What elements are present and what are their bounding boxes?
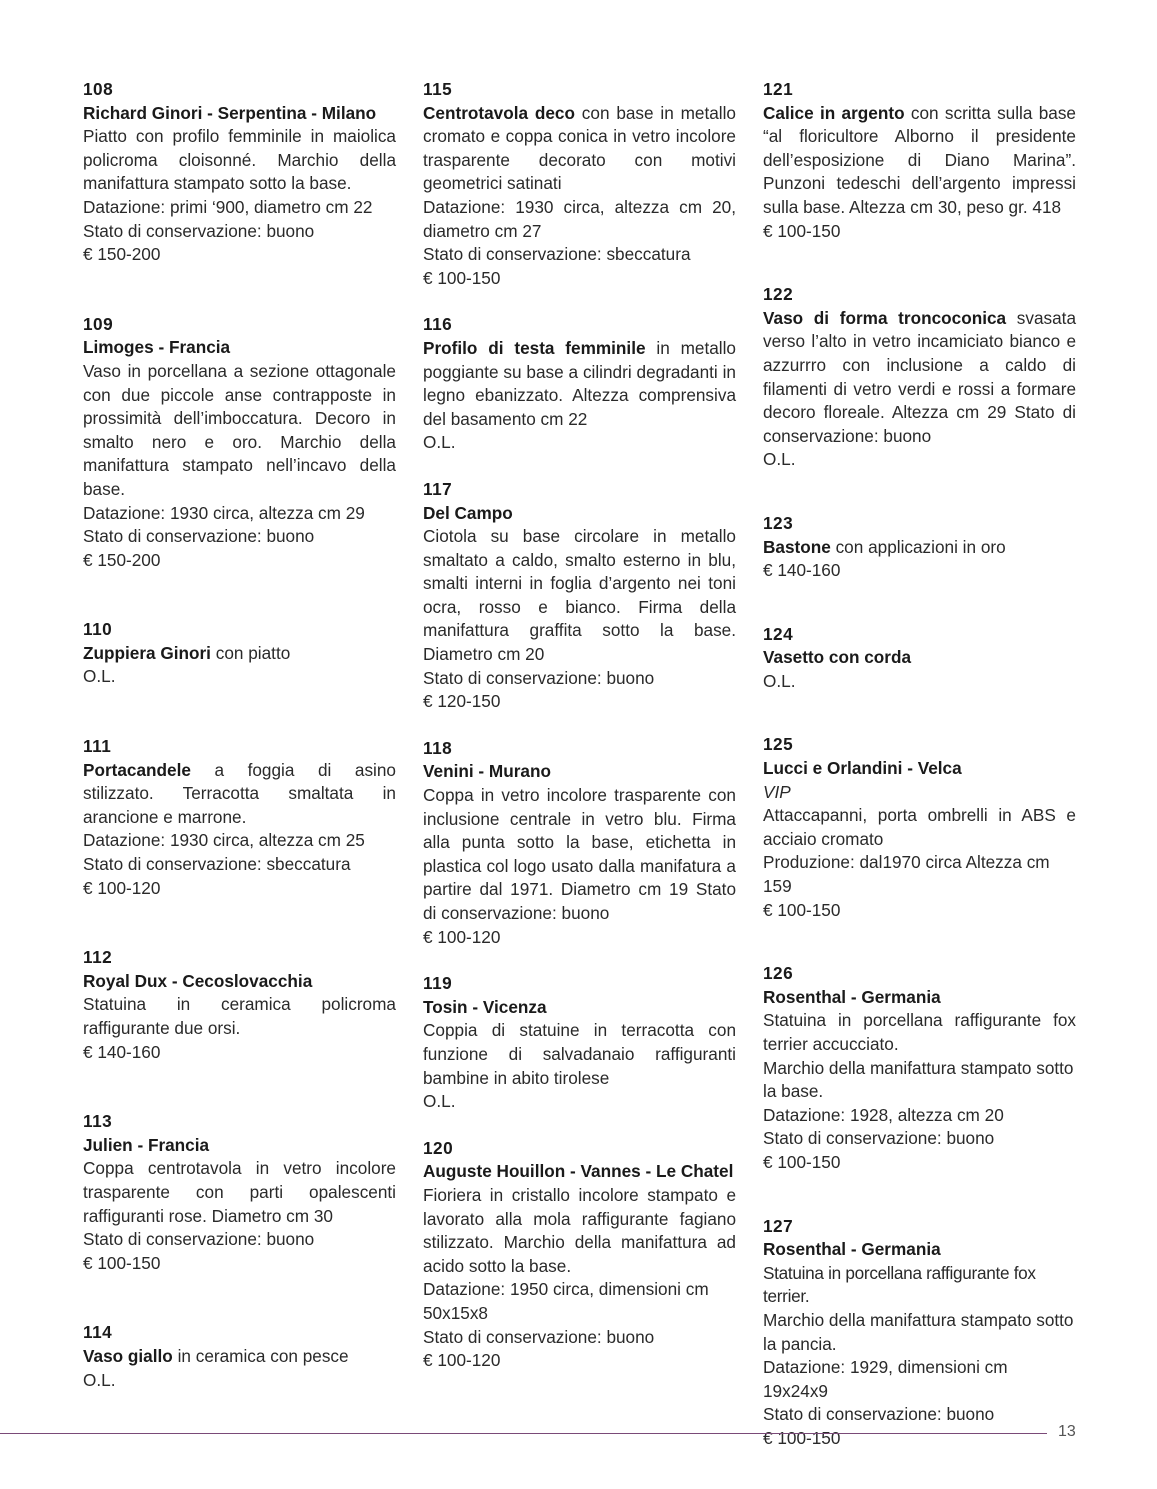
lot-text: con base in metallo cromato e coppa conica in vetro incolore trasparente decorato con motivi geometrici satinati (423, 102, 736, 194)
lot-number: 123 (763, 512, 794, 533)
lot-120 (423, 1137, 736, 1373)
lot-condition: Stato di conservazione: sbeccatura (423, 244, 691, 265)
lot-price: € 120-150 (423, 691, 501, 712)
lot-123 (763, 512, 1076, 583)
lot-title: Venini - Murano (423, 761, 551, 782)
lot-lead: Vaso giallo (83, 1345, 173, 1366)
lot-108 (83, 78, 396, 267)
lot-price: O.L. (763, 449, 796, 470)
lot-title: Del Campo (423, 502, 513, 523)
lot-description: Fioriera in cristallo incolore stampato e lavorato alla mola raffigurante fagiano stilizzato. Marchio della manifattura ad acido sotto la base. (423, 1184, 736, 1276)
lot-note: Marchio della manifattura stampato sotto la base. (763, 1057, 1074, 1102)
lot-description: Statuina in porcellana raffigurante fox terrier. (763, 1262, 1036, 1307)
lot-price: € 100-150 (83, 1252, 161, 1273)
lot-price: O.L. (423, 432, 456, 453)
lot-126 (763, 962, 1076, 1174)
lot-text: con piatto (210, 642, 291, 663)
lot-price: € 100-150 (763, 899, 841, 920)
lot-title: Tosin - Vicenza (423, 996, 547, 1017)
lot-text: con applicazioni in oro (830, 536, 1006, 557)
lot-number: 127 (763, 1215, 794, 1236)
lot-condition: Stato di conservazione: buono (763, 1128, 995, 1149)
lot-number: 120 (423, 1137, 454, 1158)
lot-condition: Stato di conservazione: buono (83, 1229, 315, 1250)
lot-dating: Datazione: 1928, altezza cm 20 (763, 1104, 1004, 1125)
lot-number: 118 (423, 737, 453, 758)
lot-124 (763, 623, 1076, 694)
lot-text: in metallo poggiante su base a cilindri degradanti in legno ebanizzato. Altezza comprensiva del basamento cm 22 (423, 337, 736, 429)
lot-condition: Stato di conservazione: buono (423, 667, 655, 688)
lot-title: Lucci e Orlandini - Velca (763, 758, 962, 779)
lot-125 (763, 733, 1076, 922)
lot-title: Limoges - Francia (83, 337, 231, 358)
lot-number: 110 (83, 619, 113, 640)
lot-description: Ciotola su base circolare in metallo smaltato a caldo, smalto esterno in blu, smalti interni in foglia d’argento nei toni ocra, rosso e bianco. Firma della manifattura graffita sotto la base. Diametro cm 20 (423, 526, 736, 665)
lot-number: 119 (423, 973, 453, 994)
lot-note: Marchio della manifattura stampato sotto la pancia. (763, 1309, 1074, 1354)
lot-117 (423, 478, 736, 714)
lot-109 (83, 313, 396, 573)
lot-text: in ceramica con pesce (172, 1345, 349, 1366)
lot-price: € 140-160 (763, 560, 841, 581)
lot-text: con scritta sulla base “al floricultore Alborno il presidente dell’esposizione di Diano Marina”. Punzoni tedeschi dell’argento impressi sulla base. Altezza cm 30, peso gr. 418 (763, 102, 1076, 217)
lot-lead: Portacandele (83, 759, 191, 780)
lot-112 (83, 946, 396, 1064)
lot-number: 111 (83, 736, 112, 757)
lot-number: 113 (83, 1111, 113, 1132)
lot-122 (763, 283, 1076, 472)
lot-number: 112 (83, 947, 113, 968)
lot-title: Auguste Houillon - Vannes - Le Chatel (423, 1161, 734, 1182)
lot-title: Vasetto con corda (763, 647, 912, 668)
lot-number: 116 (423, 314, 453, 335)
lot-dating: Datazione: 1930 circa, altezza cm 25 (83, 830, 365, 851)
lot-number: 109 (83, 313, 114, 334)
lot-description: Statuina in porcellana raffigurante fox terrier accucciato. (763, 1010, 1076, 1054)
lot-118 (423, 737, 736, 949)
lot-price: O.L. (423, 1091, 456, 1112)
lot-115 (423, 78, 736, 290)
lot-number: 125 (763, 734, 794, 755)
lot-110 (83, 618, 396, 689)
lot-lead: Vaso di forma troncoconica (763, 307, 1007, 328)
lot-dating: Produzione: dal1970 circa Altezza cm 159 (763, 852, 1050, 897)
lot-121 (763, 78, 1076, 243)
lot-price: € 100-150 (763, 220, 841, 241)
lot-description: Statuina in ceramica policroma raffigurante due orsi. (83, 994, 396, 1038)
lot-price: O.L. (763, 670, 796, 691)
lot-condition: Stato di conservazione: sbeccatura (83, 854, 351, 875)
lot-condition: Stato di conservazione: buono (423, 1326, 655, 1347)
lot-price: € 100-150 (763, 1427, 841, 1448)
lot-title: Julien - Francia (83, 1134, 210, 1155)
lot-description (83, 642, 396, 666)
lot-price: € 150-200 (83, 549, 161, 570)
lot-number: 114 (83, 1322, 113, 1343)
lot-title: Royal Dux - Cecoslovacchia (83, 970, 313, 991)
lot-119 (423, 972, 736, 1114)
lot-lead: Zuppiera Ginori (83, 642, 211, 663)
lot-number: 117 (423, 478, 453, 499)
lot-price: O.L. (83, 666, 116, 687)
lot-114 (83, 1321, 396, 1392)
lot-number: 122 (763, 284, 794, 305)
lot-description (763, 307, 1076, 449)
lot-dating: Datazione: 1950 circa, dimensioni cm 50x15x8 (423, 1279, 709, 1323)
lot-description: Attaccapanni, porta ombrelli in ABS e acciaio cromato (763, 805, 1076, 849)
lot-lead: Profilo di testa femminile (423, 337, 646, 358)
lot-113 (83, 1110, 396, 1275)
lot-lead: Centrotavola deco (423, 102, 575, 123)
lot-description (423, 337, 736, 431)
lot-price: O.L. (83, 1369, 116, 1390)
lot-description: Coppia di statuine in terracotta con funzione di salvadanaio raffiguranti bambine in abito tirolese (423, 1020, 736, 1088)
lot-127 (763, 1215, 1076, 1451)
lot-116 (423, 313, 736, 455)
lot-text: svasata verso l’alto in vetro incamiciato bianco e azzurrro con inclusione a caldo di filamenti di vetro verdi e rossi a formare decoro floreale. Altezza cm 29 Stato di conservazione: buono (763, 307, 1076, 446)
lot-number: 124 (763, 623, 794, 644)
lot-number: 108 (83, 79, 114, 99)
lot-title: Rosenthal - Germania (763, 1239, 941, 1260)
lot-description: Vaso in porcellana a sezione ottagonale con due piccole anse contrapposte in prossimità dell’imboccatura. Decoro in smalto nero e oro. Marchio della manifattura stampato nell’incavo della base. (83, 360, 396, 499)
lot-price: € 150-200 (83, 244, 161, 265)
lot-price: € 140-160 (83, 1041, 161, 1062)
lot-description: Coppa in vetro incolore trasparente con inclusione centrale in vetro blu. Firma alla punta sotto la base, etichetta in plastica col logo usato dalla manifatura a partire dal 1971. Diametro cm 19 Stato di conservazione: buono (423, 785, 736, 923)
lot-dating: Datazione: 1930 circa, altezza cm 20, diametro cm 27 (423, 196, 736, 241)
lot-text: a foggia di asino stilizzato. Terracotta smaltata in arancione e marrone. (83, 759, 396, 827)
lot-description: Piatto con profilo femminile in maiolica policroma cloisonné. Marchio della manifattura stampato sotto la base. (83, 126, 396, 194)
page-number: 13 (1058, 1423, 1076, 1440)
lot-number: 121 (763, 79, 794, 99)
lot-number: 126 (763, 963, 794, 984)
lot-price: € 100-120 (423, 926, 501, 947)
lot-description (83, 759, 396, 830)
lot-dating: Datazione: primi ‘900, diametro cm 22 (83, 196, 373, 217)
lot-title: Rosenthal - Germania (763, 986, 941, 1007)
lot-dating: Datazione: 1930 circa, altezza cm 29 (83, 502, 365, 523)
lot-description (423, 102, 736, 196)
lot-condition: Stato di conservazione: buono (83, 526, 315, 547)
lot-111 (83, 735, 396, 900)
lot-subtitle: VIP (763, 781, 791, 802)
lot-condition: Stato di conservazione: buono (83, 220, 315, 241)
lot-price: € 100-150 (763, 1151, 841, 1172)
catalog-column-1 (83, 78, 396, 1392)
catalog-column-2 (423, 78, 736, 1373)
lot-description: Coppa centrotavola in vetro incolore trasparente con parti opalescenti raffiguranti rose. Diametro cm 30 (83, 1158, 396, 1226)
footer-rule (0, 1433, 1047, 1434)
lot-price: € 100-120 (423, 1350, 501, 1371)
lot-dating: Datazione: 1929, dimensioni cm 19x24x9 (763, 1357, 1008, 1401)
lot-price: € 100-150 (423, 267, 501, 288)
lot-lead: Bastone (763, 536, 831, 557)
lot-description (763, 536, 1076, 560)
lot-lead: Calice in argento (763, 102, 905, 123)
lot-condition: Stato di conservazione: buono (763, 1404, 995, 1425)
lot-number: 115 (423, 79, 453, 99)
lot-description (83, 1345, 396, 1369)
lot-title: Richard Ginori - Serpentina - Milano (83, 102, 377, 123)
lot-price: € 100-120 (83, 877, 161, 898)
catalog-column-3 (763, 78, 1076, 1451)
lot-description (763, 102, 1076, 220)
